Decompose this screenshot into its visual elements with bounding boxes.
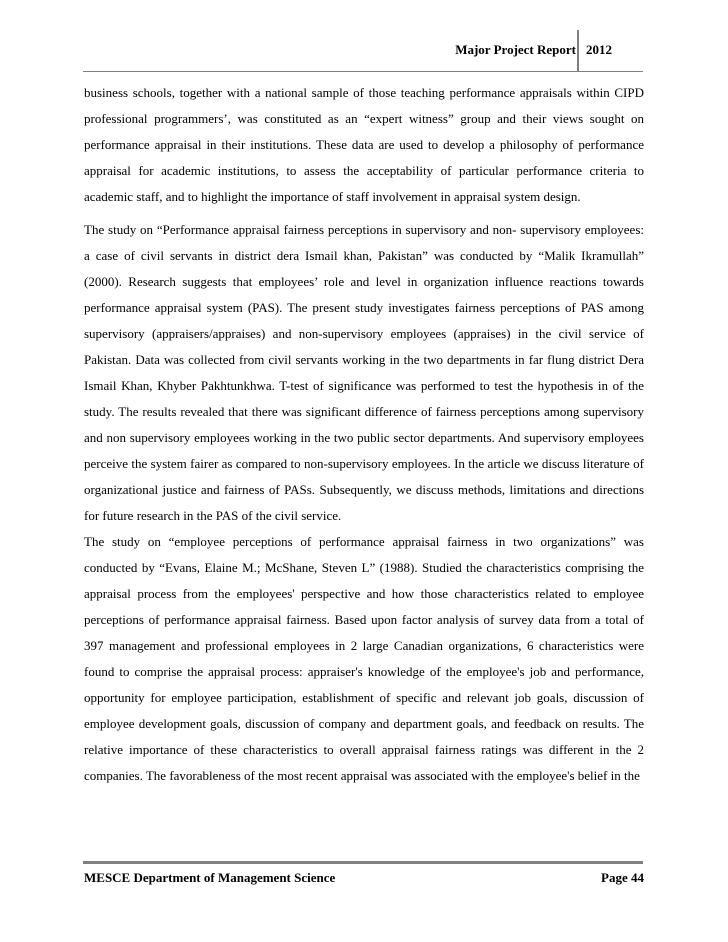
page-number: Page 44 xyxy=(601,870,644,885)
department-name: MESCE Department of Management Science xyxy=(84,870,336,885)
report-title: Major Project Report xyxy=(455,42,576,57)
page-header xyxy=(0,28,728,74)
footer-rule xyxy=(83,861,643,864)
paragraph-1: business schools, together with a national sample of those teaching performance appraisals within CIPD professional programmers’, was constituted as an “expert witness” group and their views sought on performance appraisal in their institutions. These data are used to develop a philosophy of performance appraisal for academic institutions, to assess the acceptability of particular performance criteria to academic staff, and to highlight the importance of staff involvement in appraisal system design. xyxy=(84,85,644,204)
report-year: 2012 xyxy=(586,42,612,57)
paragraph-3: The study on “employee perceptions of performance appraisal fairness in two organizations” was conducted by “Evans, Elaine M.; McShane, Steven L” (1988). Studied the characteristics comprising the appraisal process from the employees' perspective and how those characteristics related to employee perceptions of performance appraisal fairness. Based upon factor analysis of survey data from a total of 397 management and professional employees in 2 large Canadian organizations, 6 characteristics were found to comprise the appraisal process: appraiser's knowledge of the employee's job and performance, opportunity for employee participation, establishment of specific and relevant job goals, discussion of employee development goals, discussion of company and department goals, and feedback on results. The relative importance of these characteristics to overall appraisal fairness ratings was different in the 2 companies. The favorableness of the most recent appraisal was associated with the employee's belief in the xyxy=(84,534,644,783)
header-divider xyxy=(577,30,579,72)
header-rule xyxy=(83,71,643,72)
page-body xyxy=(84,80,644,789)
paragraph-2: The study on “Performance appraisal fairness perceptions in supervisory and non- supervisory employees: a case of civil servants in district dera Ismail khan, Pakistan” was conducted by “Malik Ikramullah” (2000). Research suggests that employees’ role and level in organization influence reactions towards performance appraisal system (PAS). The present study investigates fairness perceptions of PAS among supervisory (appraisers/appraises) and non-supervisory employees (appraises) in the civil service of Pakistan. Data was collected from civil servants working in the two departments in far flung district Dera Ismail Khan, Khyber Pakhtunkhwa. T-test of significance was performed to test the hypothesis in of the study. The results revealed that there was significant difference of fairness perceptions among supervisory and non supervisory employees working in the two public sector departments. And supervisory employees perceive the system fairer as compared to non-supervisory employees. In the article we discuss literature of organizational justice and fairness of PASs. Subsequently, we discuss methods, limitations and directions for future research in the PAS of the civil service. xyxy=(84,222,644,523)
